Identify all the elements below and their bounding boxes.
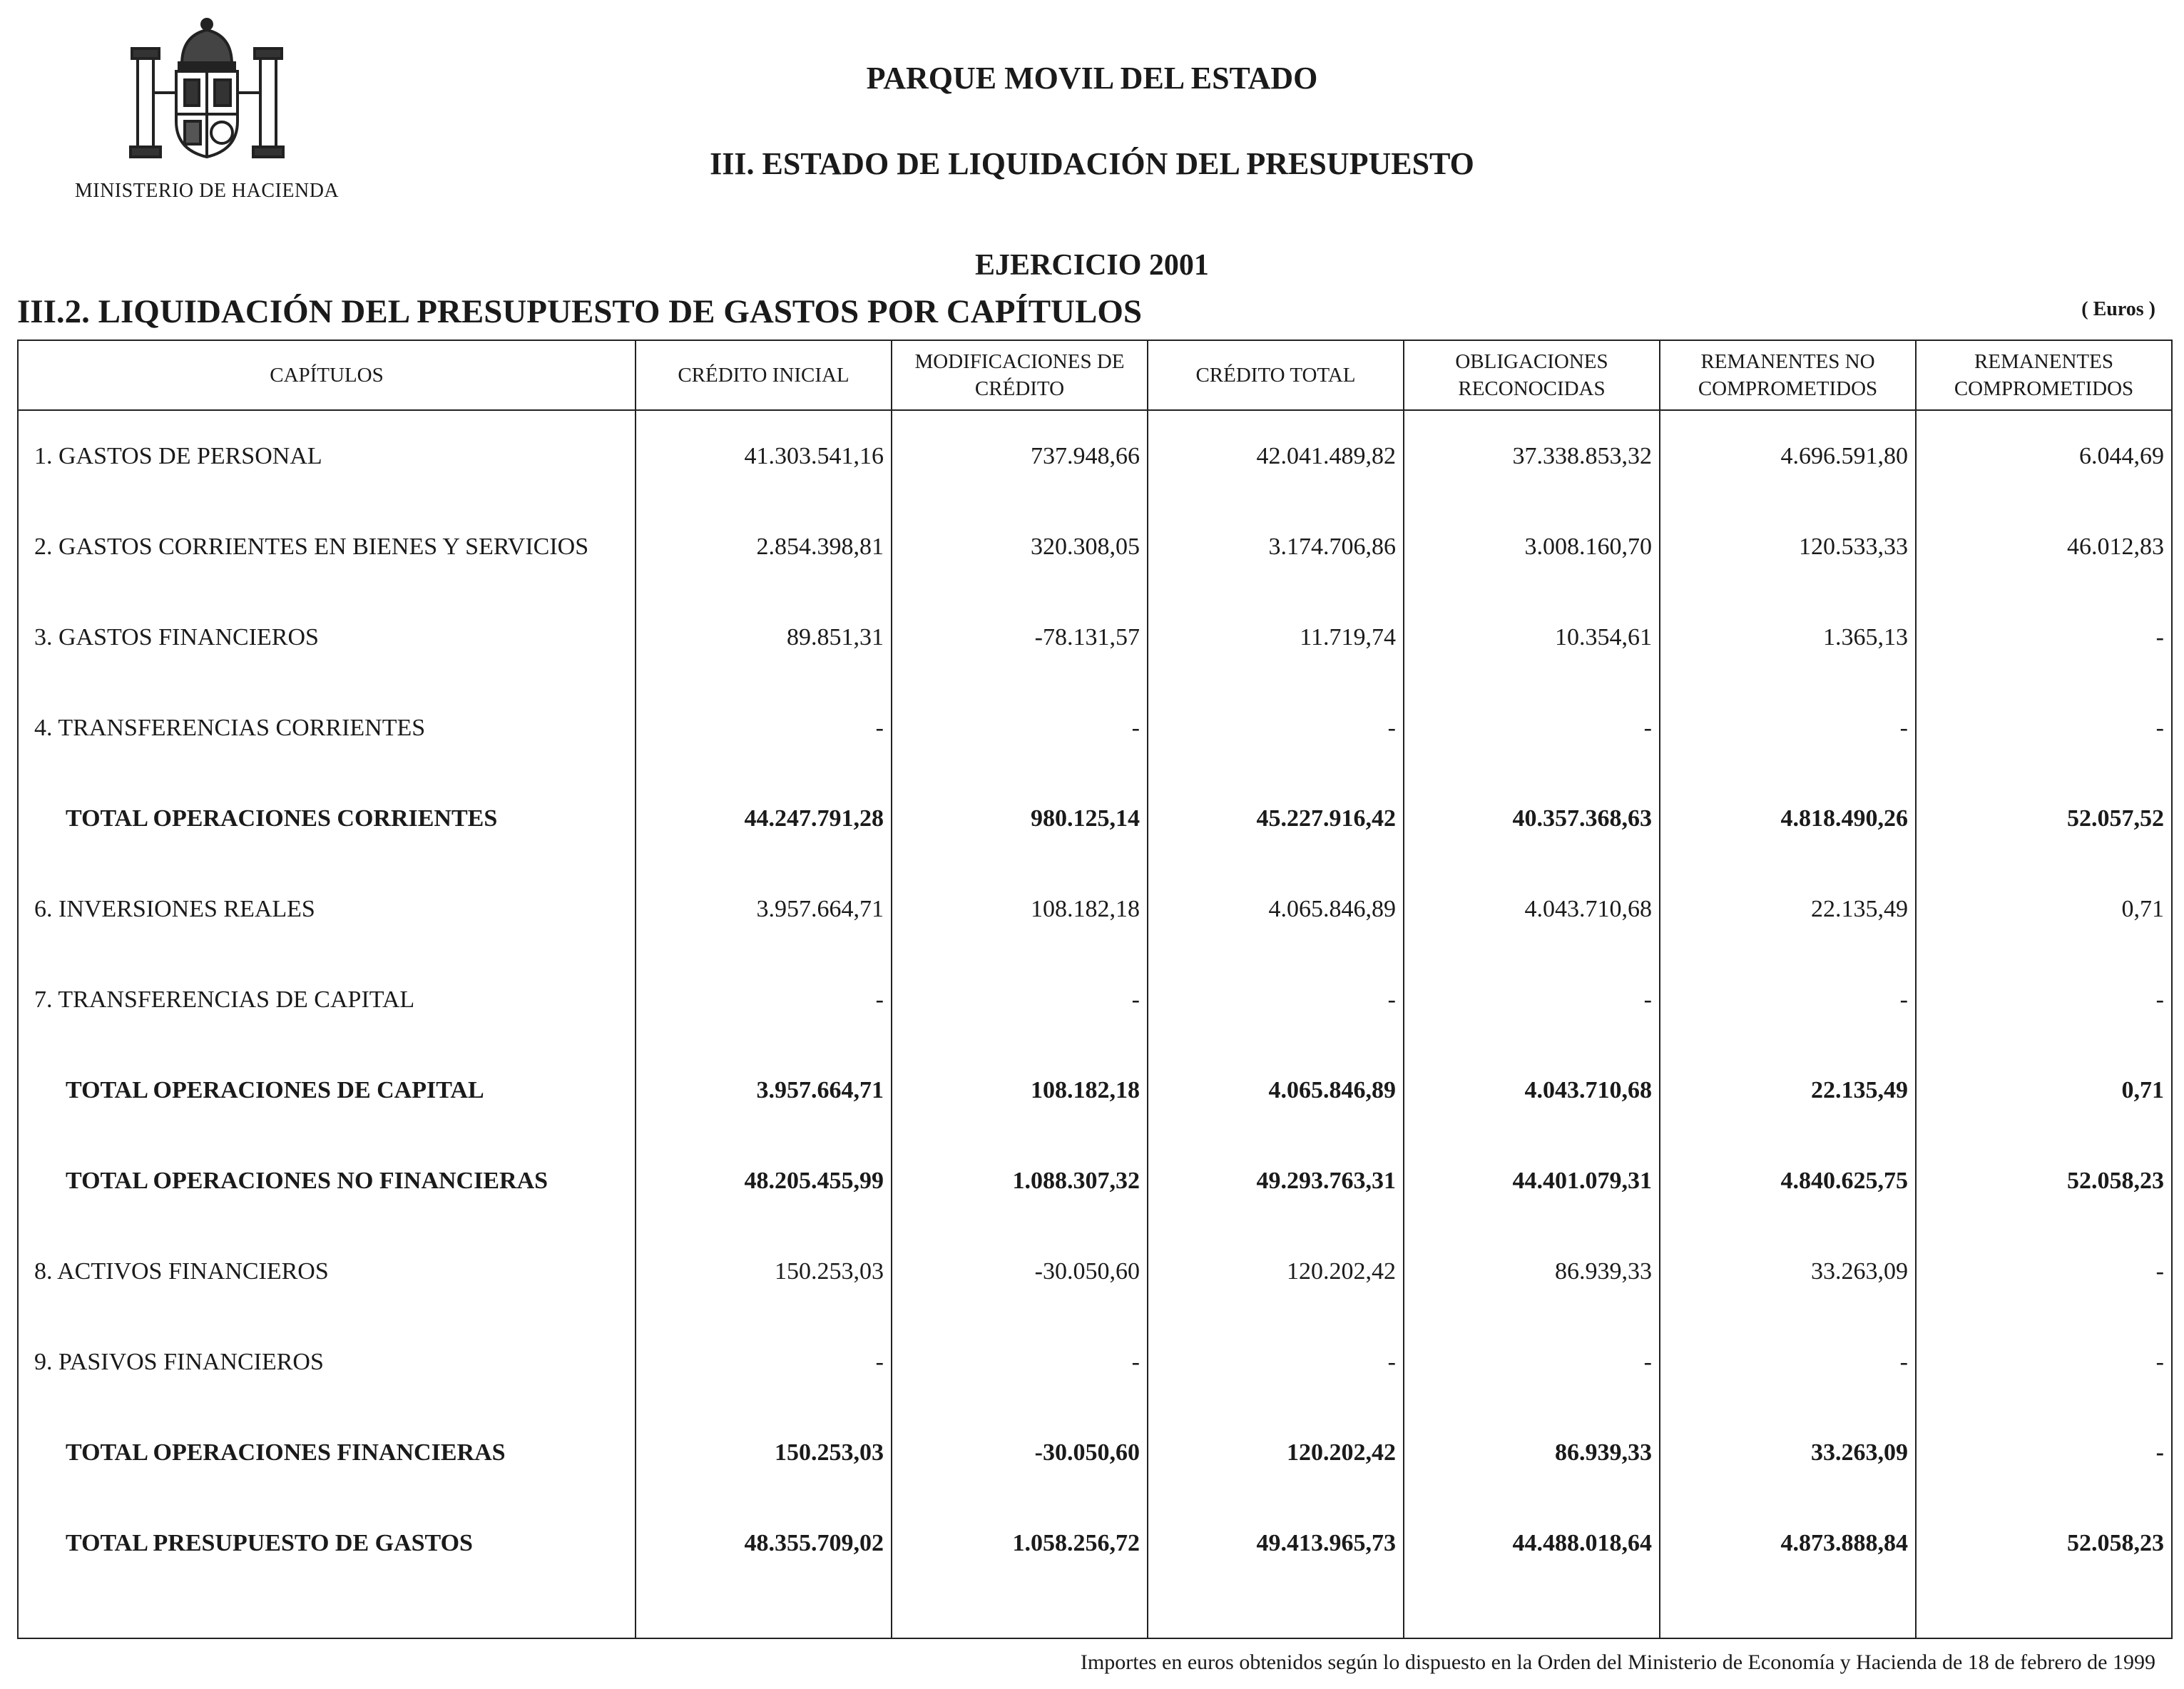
row-value: 108.182,18 (892, 1045, 1148, 1136)
table-row (18, 864, 2172, 954)
column-header-credito-total: CRÉDITO TOTAL (1148, 340, 1404, 410)
spacer-cell (1660, 1588, 1916, 1638)
row-value: 40.357.368,63 (1404, 773, 1660, 864)
row-value: 150.253,03 (636, 1407, 892, 1498)
row-value: - (1916, 592, 2172, 683)
row-value: 44.247.791,28 (636, 773, 892, 864)
row-value: - (1148, 683, 1404, 773)
report-title: III. ESTADO DE LIQUIDACIÓN DEL PRESUPUESTO (710, 146, 1474, 181)
table-row (18, 501, 2172, 592)
row-value: - (1916, 1317, 2172, 1407)
section-title: III.2. LIQUIDACIÓN DEL PRESUPUESTO DE GASTOS POR CAPÍTULOS (17, 293, 1143, 330)
table-row (18, 773, 2172, 864)
row-value: 48.355.709,02 (636, 1498, 892, 1588)
budget-table (17, 340, 2173, 1639)
column-header-capitulos: CAPÍTULOS (18, 340, 636, 410)
organization-title: PARQUE MOVIL DEL ESTADO (866, 61, 1318, 96)
row-label: 2. GASTOS CORRIENTES EN BIENES Y SERVICIOS (18, 501, 636, 592)
table-row (18, 1498, 2172, 1588)
row-value: 41.303.541,16 (636, 410, 892, 501)
column-header-modificaciones: MODIFICACIONES DE CRÉDITO (892, 340, 1148, 410)
table-row (18, 683, 2172, 773)
row-value: 52.058,23 (1916, 1498, 2172, 1588)
row-value: 37.338.853,32 (1404, 410, 1660, 501)
row-value: 46.012,83 (1916, 501, 2172, 592)
currency-units: ( Euros ) (2081, 298, 2155, 320)
row-value: 52.057,52 (1916, 773, 2172, 864)
row-value: 3.008.160,70 (1404, 501, 1660, 592)
row-label: TOTAL PRESUPUESTO DE GASTOS (18, 1498, 636, 1588)
row-value: - (636, 1317, 892, 1407)
spacer-cell (1148, 1588, 1404, 1638)
exercise-year: EJERCICIO 2001 (975, 249, 1209, 282)
row-value: 4.065.846,89 (1148, 864, 1404, 954)
row-value: - (1916, 1226, 2172, 1317)
row-value: 4.840.625,75 (1660, 1136, 1916, 1226)
row-value: - (636, 683, 892, 773)
row-value: - (636, 954, 892, 1045)
row-value: -30.050,60 (892, 1407, 1148, 1498)
row-value: - (1404, 954, 1660, 1045)
row-label: TOTAL OPERACIONES FINANCIERAS (18, 1407, 636, 1498)
row-label: 7. TRANSFERENCIAS DE CAPITAL (18, 954, 636, 1045)
row-value: - (1404, 683, 1660, 773)
row-value: 4.818.490,26 (1660, 773, 1916, 864)
row-value: - (1148, 1317, 1404, 1407)
spacer-cell (1916, 1588, 2172, 1638)
row-value: - (1660, 954, 1916, 1045)
row-value: 52.058,23 (1916, 1136, 2172, 1226)
row-value: 4.043.710,68 (1404, 864, 1660, 954)
row-value: - (892, 683, 1148, 773)
row-value: - (892, 1317, 1148, 1407)
table-row (18, 1136, 2172, 1226)
table-row (18, 1045, 2172, 1136)
row-label: TOTAL OPERACIONES DE CAPITAL (18, 1045, 636, 1136)
row-label: 8. ACTIVOS FINANCIEROS (18, 1226, 636, 1317)
row-value: 11.719,74 (1148, 592, 1404, 683)
row-label: 6. INVERSIONES REALES (18, 864, 636, 954)
column-header-credito-inicial: CRÉDITO INICIAL (636, 340, 892, 410)
row-value: 33.263,09 (1660, 1407, 1916, 1498)
row-label: 4. TRANSFERENCIAS CORRIENTES (18, 683, 636, 773)
row-label: 1. GASTOS DE PERSONAL (18, 410, 636, 501)
row-value: 22.135,49 (1660, 864, 1916, 954)
row-value: 48.205.455,99 (636, 1136, 892, 1226)
row-value: 120.202,42 (1148, 1407, 1404, 1498)
row-value: -78.131,57 (892, 592, 1148, 683)
row-value: - (1660, 683, 1916, 773)
row-value: 4.065.846,89 (1148, 1045, 1404, 1136)
column-header-obligaciones: OBLIGACIONES RECONOCIDAS (1404, 340, 1660, 410)
row-value: 44.488.018,64 (1404, 1498, 1660, 1588)
table-row (18, 592, 2172, 683)
row-label: 9. PASIVOS FINANCIEROS (18, 1317, 636, 1407)
spacer-cell (18, 1588, 636, 1638)
row-label: TOTAL OPERACIONES CORRIENTES (18, 773, 636, 864)
table-header-row (18, 340, 2172, 410)
row-value: 6.044,69 (1916, 410, 2172, 501)
row-value: 49.413.965,73 (1148, 1498, 1404, 1588)
row-value: - (1660, 1317, 1916, 1407)
row-value: - (1148, 954, 1404, 1045)
table-row (18, 1407, 2172, 1498)
row-value: 44.401.079,31 (1404, 1136, 1660, 1226)
row-value: 3.957.664,71 (636, 1045, 892, 1136)
row-value: -30.050,60 (892, 1226, 1148, 1317)
row-value: 2.854.398,81 (636, 501, 892, 592)
column-header-remanentes-no-comprometidos: REMANENTES NO COMPROMETIDOS (1660, 340, 1916, 410)
row-value: - (1916, 1407, 2172, 1498)
row-value: - (892, 954, 1148, 1045)
row-value: 4.873.888,84 (1660, 1498, 1916, 1588)
row-value: - (1404, 1317, 1660, 1407)
row-value: - (1916, 954, 2172, 1045)
row-value: 1.058.256,72 (892, 1498, 1148, 1588)
row-value: 89.851,31 (636, 592, 892, 683)
row-value: 22.135,49 (1660, 1045, 1916, 1136)
row-value: 1.088.307,32 (892, 1136, 1148, 1226)
row-value: 737.948,66 (892, 410, 1148, 501)
row-label: TOTAL OPERACIONES NO FINANCIERAS (18, 1136, 636, 1226)
row-value: 1.365,13 (1660, 592, 1916, 683)
row-value: 86.939,33 (1404, 1226, 1660, 1317)
spacer-cell (892, 1588, 1148, 1638)
row-value: 42.041.489,82 (1148, 410, 1404, 501)
row-value: 320.308,05 (892, 501, 1148, 592)
row-value: 4.043.710,68 (1404, 1045, 1660, 1136)
row-label: 3. GASTOS FINANCIEROS (18, 592, 636, 683)
row-value: 45.227.916,42 (1148, 773, 1404, 864)
table-row (18, 410, 2172, 501)
table-row (18, 1317, 2172, 1407)
row-value: 150.253,03 (636, 1226, 892, 1317)
table-spacer-row (18, 1588, 2172, 1638)
table-row (18, 1226, 2172, 1317)
row-value: 49.293.763,31 (1148, 1136, 1404, 1226)
row-value: 4.696.591,80 (1660, 410, 1916, 501)
row-value: 3.174.706,86 (1148, 501, 1404, 592)
spacer-cell (636, 1588, 892, 1638)
row-value: 120.202,42 (1148, 1226, 1404, 1317)
row-value: 980.125,14 (892, 773, 1148, 864)
row-value: 108.182,18 (892, 864, 1148, 954)
spacer-cell (1404, 1588, 1660, 1638)
row-value: 120.533,33 (1660, 501, 1916, 592)
ministry-name: MINISTERIO DE HACIENDA (74, 180, 340, 202)
row-value: 3.957.664,71 (636, 864, 892, 954)
row-value: - (1916, 683, 2172, 773)
row-value: 10.354,61 (1404, 592, 1660, 683)
table-row (18, 954, 2172, 1045)
row-value: 0,71 (1916, 864, 2172, 954)
row-value: 86.939,33 (1404, 1407, 1660, 1498)
row-value: 0,71 (1916, 1045, 2172, 1136)
footnote: Importes en euros obtenidos según lo dispuesto en la Orden del Ministerio de Economía y Hacienda de 18 de febrero de 1999 (1080, 1650, 2155, 1674)
column-header-remanentes-comprometidos: REMANENTES COMPROMETIDOS (1916, 340, 2172, 410)
row-value: 33.263,09 (1660, 1226, 1916, 1317)
